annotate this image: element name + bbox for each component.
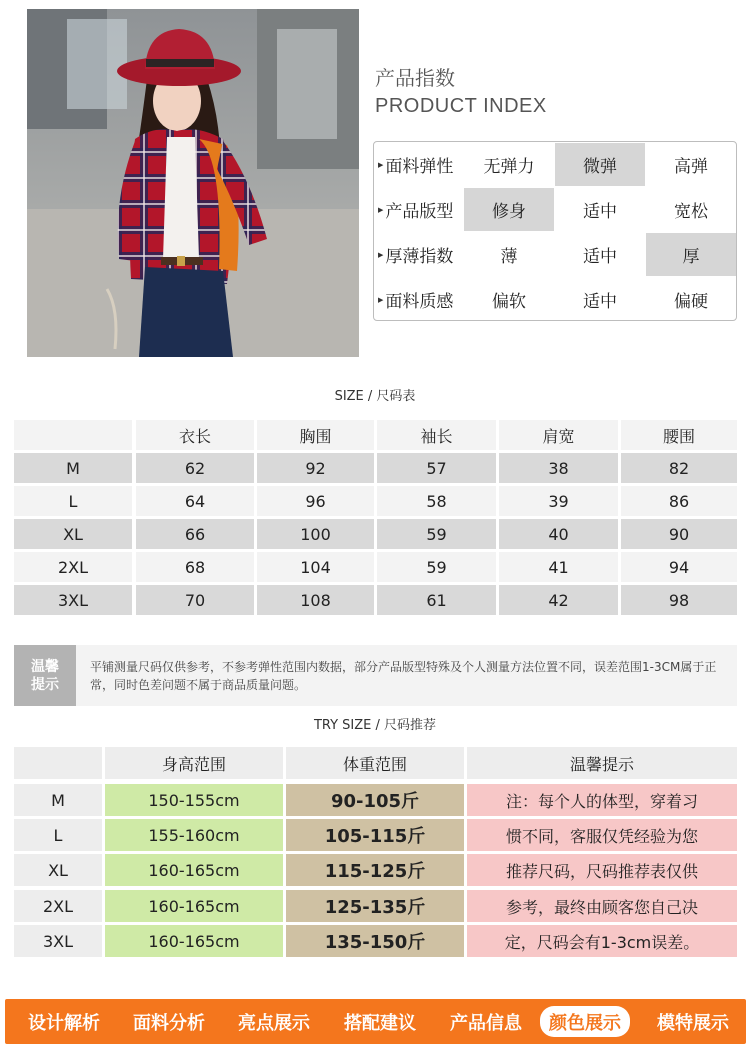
try-header-cell: 身高范围 <box>105 747 283 779</box>
product-index-option: 宽松 <box>674 202 708 222</box>
warm-tips-box <box>14 645 737 706</box>
size-value-cell: 86 <box>621 486 737 516</box>
product-index-option: 厚 <box>646 233 736 276</box>
try-weight-cell: 115-125斤 <box>286 854 464 886</box>
size-header-blank <box>14 420 132 450</box>
size-value-cell: 42 <box>499 585 618 615</box>
size-value-cell: 62 <box>136 453 254 483</box>
try-header-blank <box>14 747 102 779</box>
nav-item[interactable]: 亮点展示 <box>238 1012 310 1034</box>
size-value-cell: 40 <box>499 519 618 549</box>
product-index-label <box>374 277 463 322</box>
try-height-cell: 160-165cm <box>105 925 283 957</box>
warm-tips-text: 平铺测量尺码仅供参考，不参考弹性范围内数据，部分产品版型特殊及个人测量方法位置不同，误差范围1-3CM属于正常，同时色差问题不属于商品质量问题。 <box>90 660 717 692</box>
product-index-label <box>374 232 463 277</box>
nav-item[interactable]: 模特展示 <box>657 1012 729 1034</box>
size-label-cell: 3XL <box>14 585 132 615</box>
product-index-row <box>374 187 736 232</box>
size-value-cell: 92 <box>257 453 374 483</box>
product-index-title: 产品指数 <box>375 66 455 90</box>
triangle-bullet-icon: ▶ <box>378 205 384 214</box>
size-label-cell: XL <box>14 519 132 549</box>
size-value-cell: 98 <box>621 585 737 615</box>
size-value-cell: 58 <box>377 486 496 516</box>
try-weight-cell: 135-150斤 <box>286 925 464 957</box>
warm-tips-badge: 温馨提示 <box>14 645 76 706</box>
size-value-cell: 61 <box>377 585 496 615</box>
size-value-cell: 96 <box>257 486 374 516</box>
product-index-label <box>374 142 463 187</box>
product-index-option: 修身 <box>464 188 554 231</box>
try-note-cell: 注：每个人的体型，穿着习 <box>467 784 737 816</box>
try-header-cell: 体重范围 <box>286 747 464 779</box>
size-header-cell: 肩宽 <box>499 420 618 450</box>
triangle-bullet-icon: ▶ <box>378 295 384 304</box>
size-value-cell: 59 <box>377 519 496 549</box>
product-index-option: 适中 <box>583 292 617 312</box>
size-value-cell: 64 <box>136 486 254 516</box>
product-index-subtitle: PRODUCT INDEX <box>375 95 547 117</box>
size-value-cell: 94 <box>621 552 737 582</box>
try-size-label: XL <box>14 854 102 886</box>
product-index-table <box>373 141 737 321</box>
try-height-cell: 155-160cm <box>105 819 283 851</box>
try-note-cell: 推荐尺码，尺码推荐表仅供 <box>467 854 737 886</box>
nav-item[interactable]: 产品信息 <box>450 1012 522 1034</box>
size-header-cell: 衣长 <box>136 420 254 450</box>
product-index-row <box>374 277 736 322</box>
size-value-cell: 82 <box>621 453 737 483</box>
size-header-cell: 胸围 <box>257 420 374 450</box>
product-index-option: 适中 <box>583 247 617 267</box>
size-value-cell: 104 <box>257 552 374 582</box>
try-weight-cell: 90-105斤 <box>286 784 464 816</box>
product-index-row <box>374 232 736 277</box>
try-height-cell: 160-165cm <box>105 890 283 922</box>
size-chart-caption: SIZE / 尺码表 <box>334 389 416 404</box>
product-photo <box>27 9 359 357</box>
size-header-cell: 袖长 <box>377 420 496 450</box>
size-value-cell: 66 <box>136 519 254 549</box>
try-header-cell: 温馨提示 <box>467 747 737 779</box>
product-index-option: 微弹 <box>555 143 645 186</box>
product-index-option: 薄 <box>500 247 518 267</box>
size-value-cell: 39 <box>499 486 618 516</box>
product-index-label-text: 产品版型 <box>385 202 454 222</box>
try-size-label: 3XL <box>14 925 102 957</box>
try-size-label: L <box>14 819 102 851</box>
try-size-caption: TRY SIZE / 尺码推荐 <box>313 718 437 733</box>
size-value-cell: 68 <box>136 552 254 582</box>
bottom-nav <box>5 999 746 1044</box>
product-index-option: 适中 <box>583 202 617 222</box>
try-height-cell: 150-155cm <box>105 784 283 816</box>
try-size-label: M <box>14 784 102 816</box>
size-chart-table <box>14 420 737 615</box>
try-note-cell: 参考，最终由顾客您自己决 <box>467 890 737 922</box>
try-note-cell: 惯不同，客服仅凭经验为您 <box>467 819 737 851</box>
size-label-cell: 2XL <box>14 552 132 582</box>
nav-item[interactable]: 搭配建议 <box>344 1012 416 1034</box>
size-value-cell: 41 <box>499 552 618 582</box>
product-index-option: 无弹力 <box>483 157 535 177</box>
size-value-cell: 70 <box>136 585 254 615</box>
try-weight-cell: 105-115斤 <box>286 819 464 851</box>
size-header-cell: 腰围 <box>621 420 737 450</box>
try-size-table <box>14 747 737 960</box>
nav-item[interactable]: 颜色展示 <box>540 1006 630 1037</box>
product-index-label-text: 厚薄指数 <box>385 247 454 267</box>
size-value-cell: 108 <box>257 585 374 615</box>
nav-item[interactable]: 设计解析 <box>28 1012 100 1034</box>
product-index-row <box>374 142 736 187</box>
size-value-cell: 38 <box>499 453 618 483</box>
nav-item[interactable]: 面料分析 <box>133 1012 205 1034</box>
product-index-label-text: 面料质感 <box>385 292 454 312</box>
product-index-option: 偏硬 <box>674 292 708 312</box>
product-index-label-text: 面料弹性 <box>385 157 454 177</box>
try-note-cell: 定，尺码会有1-3cm误差。 <box>467 925 737 957</box>
size-value-cell: 90 <box>621 519 737 549</box>
size-value-cell: 57 <box>377 453 496 483</box>
triangle-bullet-icon: ▶ <box>378 160 384 169</box>
product-index-option: 偏软 <box>492 292 526 312</box>
try-height-cell: 160-165cm <box>105 854 283 886</box>
size-value-cell: 100 <box>257 519 374 549</box>
size-value-cell: 59 <box>377 552 496 582</box>
triangle-bullet-icon: ▶ <box>378 250 384 259</box>
try-size-label: 2XL <box>14 890 102 922</box>
size-label-cell: M <box>14 453 132 483</box>
product-index-label <box>374 187 463 232</box>
product-index-option: 高弹 <box>674 157 708 177</box>
try-weight-cell: 125-135斤 <box>286 890 464 922</box>
size-label-cell: L <box>14 486 132 516</box>
